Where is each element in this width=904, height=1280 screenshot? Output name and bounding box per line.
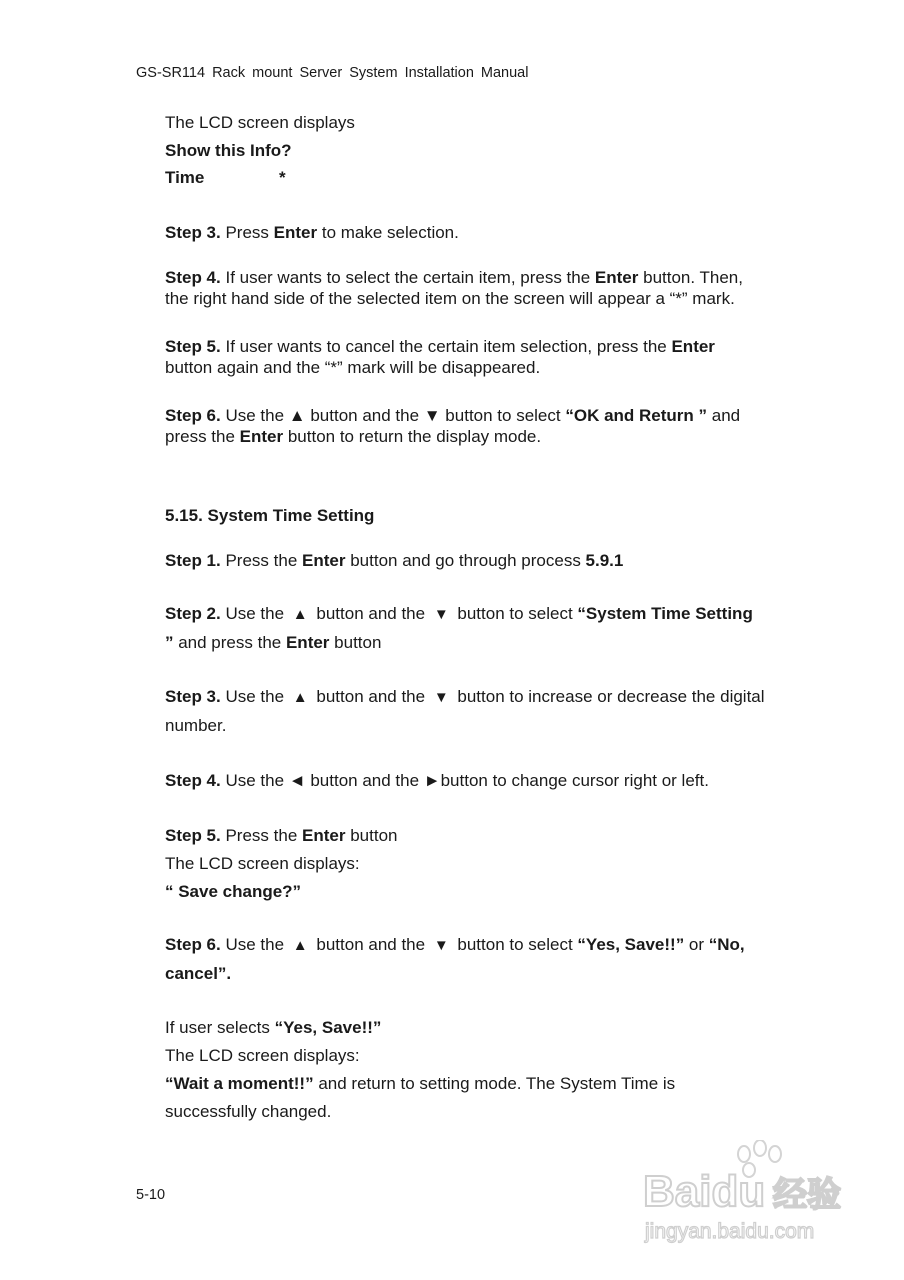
up-arrow-icon: ▲ bbox=[292, 937, 308, 954]
step-b5: Step 5. Press the Enter button bbox=[165, 826, 398, 845]
step-b4: Step 4. Use the ◄ button and the ►button to change cursor right or left. bbox=[165, 771, 709, 790]
running-header: GS-SR114 Rack mount Server System Installation Manual bbox=[136, 65, 529, 81]
lcd-line-1: Show this Info? bbox=[165, 141, 292, 160]
time-setting-steps bbox=[165, 547, 765, 1126]
closing-line-2: The LCD screen displays: bbox=[165, 1046, 360, 1065]
page-number: 5-10 bbox=[136, 1187, 166, 1203]
lcd-line-2: Time * bbox=[165, 168, 286, 187]
baidu-jingyan-watermark bbox=[643, 1140, 855, 1250]
watermark-brand: Baidu bbox=[643, 1167, 766, 1216]
closing-line-3: “Wait a moment!!” and return to setting mode. The System Time is successfully changed. bbox=[165, 1074, 676, 1121]
step-b3: Step 3. Use the ▲ button and the ▼ button to increase or decrease the digital number. bbox=[165, 687, 765, 735]
lcd-intro: The LCD screen displays bbox=[165, 113, 355, 132]
step-b5-lcd-intro: The LCD screen displays: bbox=[165, 854, 360, 873]
section-title: 5.15. System Time Setting bbox=[165, 506, 375, 525]
up-arrow-icon: ▲ bbox=[292, 689, 308, 706]
down-arrow-icon: ▼ bbox=[433, 606, 449, 623]
down-arrow-icon: ▼ bbox=[433, 937, 449, 954]
watermark-url: jingyan.baidu.com bbox=[645, 1220, 815, 1243]
manual-body bbox=[165, 112, 765, 1126]
step-a3: Step 3. Press Enter to make selection. bbox=[165, 223, 459, 242]
step-b1: Step 1. Press the Enter button and go through process 5.9.1 bbox=[165, 551, 624, 570]
step-b5-lcd-text: “ Save change?” bbox=[165, 882, 302, 901]
step-a6: Step 6. Use the ▲ button and the ▼ button to select “OK and Return ” and press the Enter button to return the display mode. bbox=[165, 406, 741, 446]
up-arrow-icon: ▲ bbox=[292, 606, 308, 623]
step-a5: Step 5. If user wants to cancel the certain item selection, press the Enter button again and the “*” mark will be disappeared. bbox=[165, 337, 715, 377]
watermark-cn: 经验 bbox=[773, 1175, 841, 1215]
closing-line-1: If user selects “Yes, Save!!” bbox=[165, 1018, 382, 1037]
step-b6: Step 6. Use the ▲ button and the ▼ button to select “Yes, Save!!” or “No, cancel”. bbox=[165, 935, 745, 983]
step-a4: Step 4. If user wants to select the certain item, press the Enter button. Then, the right hand side of the selected item on the screen will appear a “*” mark. bbox=[165, 268, 743, 308]
step-b2: Step 2. Use the ▲ button and the ▼ button to select “System Time Setting ” and press the Enter button bbox=[165, 604, 753, 652]
down-arrow-icon: ▼ bbox=[433, 689, 449, 706]
